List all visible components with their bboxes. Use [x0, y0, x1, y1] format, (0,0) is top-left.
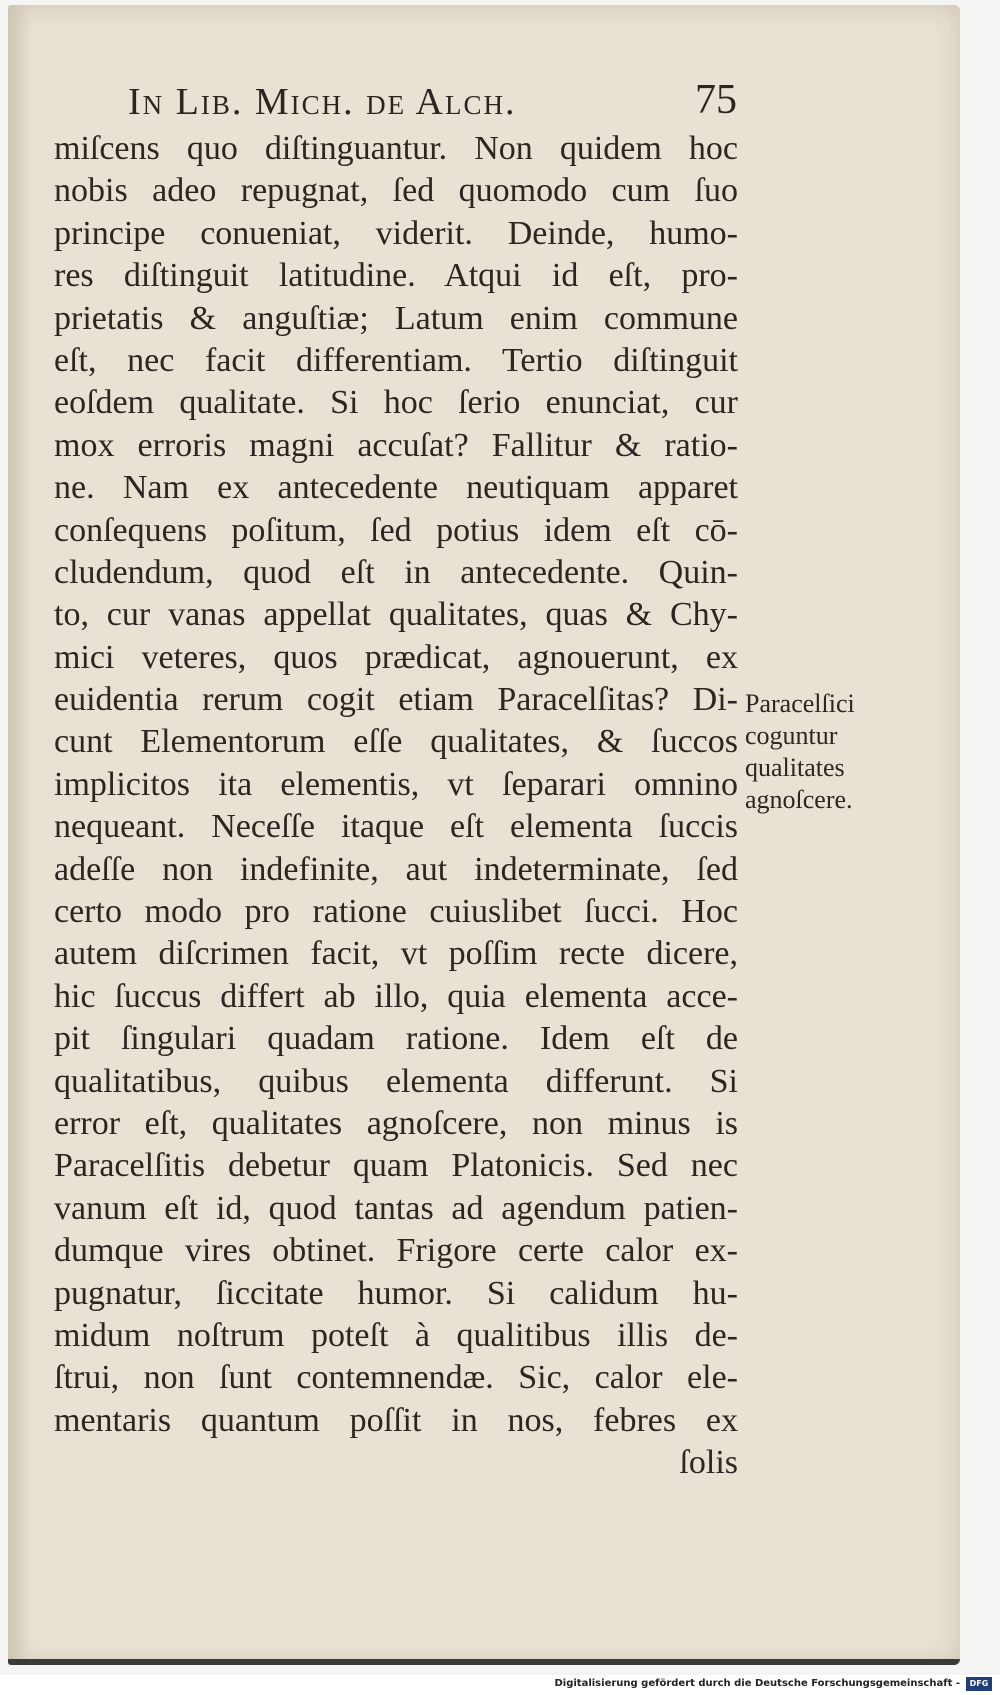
catchword: ſolis	[679, 1444, 738, 1482]
marginal-note-line: qualitates	[745, 753, 845, 782]
text-line: implicitos ita elementis, vt ſeparari omnino	[54, 765, 738, 803]
text-line: miſcens quo diſtinguantur. Non quidem hoc	[54, 130, 738, 167]
text-line: eoſdem qualitate. Si hoc ſerio enunciat, cur	[54, 384, 738, 422]
text-line: cludendum, quod eſt in antecedente. Quin-	[54, 553, 738, 591]
page-number: 75	[695, 77, 737, 123]
marginal-note	[745, 688, 895, 816]
text-line: euidentia rerum cogit etiam Paracelſitas? Di-	[54, 681, 738, 719]
page-gutter-shadow	[8, 5, 30, 1665]
footer-bar	[0, 1675, 1000, 1695]
text-line: qualitatibus, quibus elementa differunt. Si	[54, 1062, 738, 1100]
text-line: mox erroris magni accuſat? Fallitur & ratio-	[54, 426, 738, 464]
text-line: mici veteres, quos prædicat, agnouerunt, ex	[54, 638, 738, 676]
text-line: error eſt, qualitates agnoſcere, non minus is	[54, 1104, 738, 1142]
text-line: mentaris quantum poſſit in nos, febres ex	[54, 1401, 738, 1439]
text-line: prietatis & anguſtiæ; Latum enim commune	[54, 299, 738, 337]
body-text	[54, 128, 738, 1485]
text-line: certo modo pro ratione cuiuslibet ſucci. Hoc	[54, 893, 738, 931]
text-line: ne. Nam ex antecedente neutiquam apparet	[54, 469, 738, 507]
text-line: to, cur vanas appellat qualitates, quas & Chy-	[54, 596, 738, 634]
marginal-note-line: coguntur	[745, 721, 838, 750]
dfg-logo: DFG	[966, 1677, 992, 1691]
page-bottom-edge	[8, 1659, 960, 1665]
text-line: cunt Elementorum eſſe qualitates, & ſuccos	[54, 723, 738, 761]
text-line: pit ſingulari quadam ratione. Idem eſt de	[54, 1020, 738, 1058]
text-line: nobis adeo repugnat, ſed quomodo cum ſuo	[54, 172, 738, 210]
marginal-note-line: agnoſcere.	[745, 785, 853, 814]
running-title: In Lib. Mich. de Alch.	[128, 81, 517, 123]
text-line: midum noſtrum poteſt à qualitibus illis de-	[54, 1316, 738, 1354]
text-line: conſequens poſitum, ſed potius idem eſt cō-	[54, 511, 738, 549]
marginal-note-line: Paracelſici	[745, 689, 855, 718]
text-line: ſtrui, non ſunt contemnendæ. Sic, calor ele-	[54, 1359, 738, 1397]
footer-credit: Digitalisierung gefördert durch die Deutsche Forschungsgemeinschaft -	[554, 1678, 960, 1689]
text-line: eſt, nec facit differentiam. Tertio diſtinguit	[54, 341, 738, 379]
text-line: dumque vires obtinet. Frigore certe calor ex-	[54, 1232, 738, 1270]
text-line: principe conueniat, viderit. Deinde, humo-	[54, 214, 738, 252]
text-line: res diſtinguit latitudine. Atqui id eſt, pro-	[54, 257, 738, 295]
text-line: hic ſuccus differt ab illo, quia elementa acce-	[54, 977, 738, 1015]
text-line: Paracelſitis debetur quam Platonicis. Sed nec	[54, 1147, 738, 1185]
text-line: nequeant. Neceſſe itaque eſt elementa ſuccis	[54, 808, 738, 846]
text-line: adeſſe non indefinite, aut indeterminate, ſed	[54, 850, 738, 888]
text-line: vanum eſt id, quod tantas ad agendum patien-	[54, 1189, 738, 1227]
text-line: pugnatur, ſiccitate humor. Si calidum hu-	[54, 1274, 738, 1312]
text-line: autem diſcrimen facit, vt poſſim recte dicere,	[54, 935, 738, 973]
